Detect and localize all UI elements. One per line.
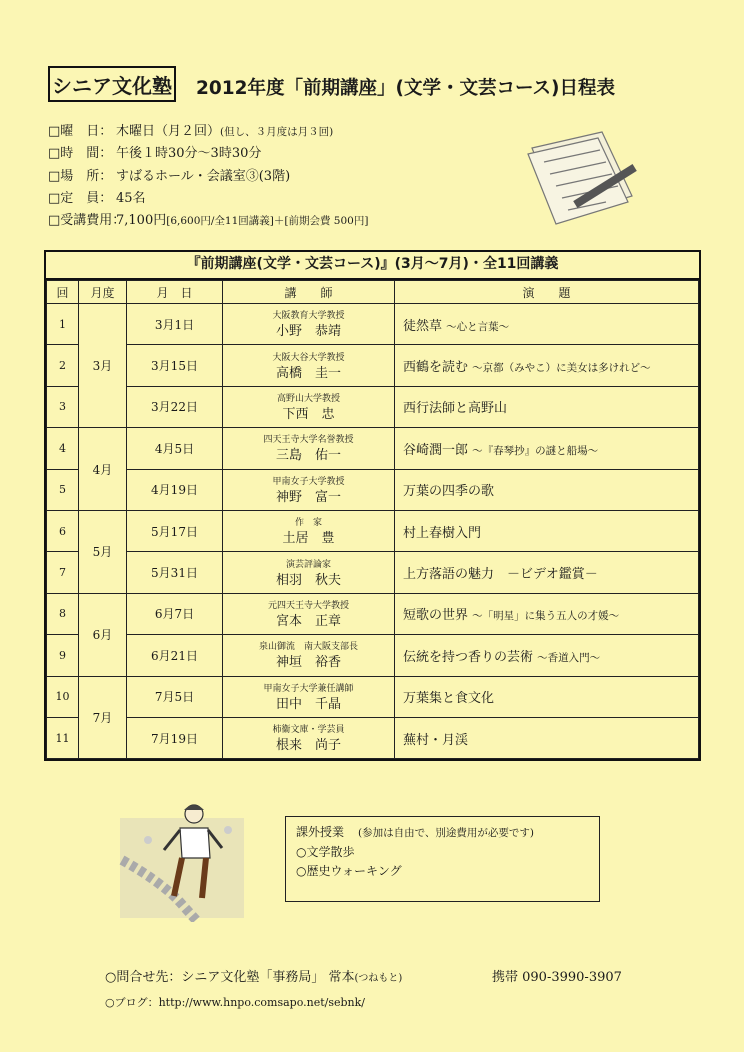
topic-cell <box>395 428 699 469</box>
lecturer-affiliation: 大阪教育大学教授 <box>272 311 345 322</box>
lecturer-cell <box>223 676 395 717</box>
lecture-date: 4月19日 <box>127 469 223 510</box>
lecturer-name: 神野 富一 <box>275 489 341 505</box>
lecturer-affiliation: 泉山御流 南大阪支部長 <box>258 642 358 653</box>
walking-person-illustration <box>118 800 246 922</box>
lecturer-affiliation: 柿衞文庫・学芸員 <box>272 725 345 736</box>
contact-reading: (つねもと) <box>354 973 403 984</box>
logo-text: シニア文化塾 <box>52 73 172 98</box>
topic-title: 蕪村・月渓 <box>403 732 469 748</box>
topic-cell <box>395 386 699 427</box>
lecturer-cell <box>223 428 395 469</box>
table-row <box>47 717 699 758</box>
topic-title: 万葉集と食文化 <box>403 691 495 707</box>
info-row <box>48 166 368 188</box>
lecturer-name: 三島 佑一 <box>275 448 341 464</box>
logo <box>48 66 176 102</box>
extra-item: ○歴史ウォーキング <box>296 864 402 878</box>
course-info <box>48 121 368 232</box>
lecturer-cell <box>223 717 395 758</box>
lecturer-cell <box>223 345 395 386</box>
month-cell: 7月 <box>79 676 127 759</box>
topic-cell <box>395 345 699 386</box>
table-row <box>47 386 699 427</box>
table-row <box>47 593 699 634</box>
info-value: 木曜日（月２回） <box>116 124 221 139</box>
lecturer-name: 小野 恭靖 <box>275 324 341 340</box>
lecturer-name: 根来 尚子 <box>275 738 341 754</box>
info-value: 7,100円 <box>116 213 167 229</box>
info-label: □曜 日： <box>48 124 113 139</box>
blog-link[interactable]: ○ブログ：http://www.hnpo.comsapo.net/sebnk/ <box>105 996 366 1009</box>
lecture-date: 6月21日 <box>127 635 223 676</box>
schedule-title: 『前期講座(文学・文芸コース)』(3月～7月)・全11回講義 <box>46 252 699 280</box>
lecturer-cell <box>223 469 395 510</box>
lecture-number: 4 <box>47 428 79 469</box>
topic-title: 徒然草 <box>403 318 443 334</box>
lecturer-name: 神垣 裕香 <box>275 655 341 671</box>
table-row <box>47 676 699 717</box>
table-row <box>47 510 699 551</box>
topic-cell <box>395 676 699 717</box>
lecture-number: 6 <box>47 510 79 551</box>
topic-title: 伝統を持つ香りの芸術 <box>403 649 534 665</box>
info-row <box>48 188 368 210</box>
topic-subtitle: ～『春琴抄』の謎と船場～ <box>472 444 599 457</box>
lecturer-affiliation: 甲南女子大学教授 <box>272 476 345 487</box>
topic-subtitle: ～心と言葉～ <box>446 320 510 333</box>
notepad-illustration <box>510 126 650 226</box>
lecture-number: 2 <box>47 345 79 386</box>
lecturer-affiliation: 高野山大学教授 <box>276 393 340 404</box>
info-label: □場 所： <box>48 168 113 184</box>
lecture-number: 7 <box>47 552 79 593</box>
lecture-date: 3月15日 <box>127 345 223 386</box>
lecture-number: 11 <box>47 717 79 758</box>
extra-note: (参加は自由で、別途費用が必要です) <box>358 827 534 839</box>
info-value: 45名 <box>116 190 146 206</box>
lecturer-cell <box>223 593 395 634</box>
topic-cell <box>395 304 699 345</box>
lecturer-cell <box>223 510 395 551</box>
month-cell: 5月 <box>79 510 127 593</box>
info-value: すばるホール・会議室③(3階) <box>116 168 291 184</box>
lecturer-name: 宮本 正章 <box>275 613 341 629</box>
topic-subtitle: ～「明星」に集う五人の才媛～ <box>472 610 620 623</box>
lecturer-cell <box>223 304 395 345</box>
topic-subtitle: ～京都（みやこ）に美女は多けれど～ <box>472 362 651 375</box>
lecturer-name: 田中 千晶 <box>275 696 341 712</box>
info-note: [6,600円/全11回講義]＋[前期会費 500円] <box>166 215 369 228</box>
table-row <box>47 635 699 676</box>
topic-cell <box>395 717 699 758</box>
lecturer-affiliation: 元四天王寺大学教授 <box>267 600 349 611</box>
lecture-number: 1 <box>47 304 79 345</box>
info-row <box>48 121 368 143</box>
lecturer-affiliation: 大阪大谷大学教授 <box>272 352 345 363</box>
info-row <box>48 210 368 232</box>
topic-title: 短歌の世界 <box>403 608 469 624</box>
lecture-number: 8 <box>47 593 79 634</box>
header-month: 月度 <box>79 281 127 304</box>
month-cell: 3月 <box>79 304 127 428</box>
topic-cell <box>395 552 699 593</box>
table-row <box>47 552 699 593</box>
lecturer-cell <box>223 635 395 676</box>
page-title: 2012年度「前期講座」(文学・文芸コース)日程表 <box>196 78 615 99</box>
lecture-number: 5 <box>47 469 79 510</box>
info-value: 午後１時30分～3時30分 <box>116 146 262 162</box>
header-topic: 演 題 <box>395 281 699 304</box>
table-row <box>47 469 699 510</box>
month-cell: 4月 <box>79 428 127 511</box>
header-lecturer: 講 師 <box>223 281 395 304</box>
topic-title: 谷崎潤一郎 <box>403 442 469 458</box>
lecture-date: 6月7日 <box>127 593 223 634</box>
lecturer-name: 高橋 圭一 <box>275 365 341 381</box>
info-label: □定 員： <box>48 190 113 206</box>
lecture-date: 7月19日 <box>127 717 223 758</box>
extra-heading: 課外授業 <box>296 825 345 839</box>
lecturer-affiliation: 演芸評論家 <box>285 559 331 570</box>
month-cell: 6月 <box>79 593 127 676</box>
lecture-date: 5月17日 <box>127 510 223 551</box>
header-date: 月 日 <box>127 281 223 304</box>
lecture-date: 5月31日 <box>127 552 223 593</box>
lecture-date: 3月22日 <box>127 386 223 427</box>
extracurricular-box <box>285 816 600 902</box>
topic-cell <box>395 635 699 676</box>
table-row <box>47 304 699 345</box>
topic-title: 上方落語の魅力 －ビデオ鑑賞－ <box>403 567 598 583</box>
lecture-date: 3月1日 <box>127 304 223 345</box>
contact-label: ○問合せ先：シニア文化塾「事務局」 常本 <box>105 970 355 985</box>
lecturer-name: 相羽 秋夫 <box>275 572 341 588</box>
topic-title: 西鶴を読む <box>403 360 469 376</box>
lecturer-affiliation: 甲南女子大学兼任講師 <box>263 683 354 694</box>
table-header <box>47 281 699 304</box>
lecture-number: 10 <box>47 676 79 717</box>
info-row <box>48 143 368 165</box>
topic-subtitle: ～香道入門～ <box>537 651 601 664</box>
topic-title: 西行法師と高野山 <box>403 401 508 417</box>
info-label: □時 間： <box>48 146 113 162</box>
contact-phone: 携帯 090-3990-3907 <box>492 970 622 985</box>
lecture-number: 9 <box>47 635 79 676</box>
topic-cell <box>395 510 699 551</box>
topic-cell <box>395 593 699 634</box>
info-note: (但し、３月度は月３回) <box>220 126 334 138</box>
lecture-date: 4月5日 <box>127 428 223 469</box>
lecturer-affiliation: 作 家 <box>294 518 322 529</box>
schedule-table <box>44 250 701 761</box>
lecturer-cell <box>223 552 395 593</box>
topic-cell <box>395 469 699 510</box>
topic-title: 万葉の四季の歌 <box>403 484 495 500</box>
lecturer-name: 土居 豊 <box>282 531 335 547</box>
table-row <box>47 428 699 469</box>
extra-item: ○文学散歩 <box>296 845 355 859</box>
lecturer-name: 下西 忠 <box>282 406 335 422</box>
table-row <box>47 345 699 386</box>
topic-title: 村上春樹入門 <box>403 525 482 541</box>
info-label: □受講費用： <box>48 213 126 229</box>
lecturer-cell <box>223 386 395 427</box>
contact-info <box>105 966 402 985</box>
lecturer-affiliation: 四天王寺大学名誉教授 <box>263 435 354 446</box>
header-no: 回 <box>47 281 79 304</box>
lecture-number: 3 <box>47 386 79 427</box>
lecture-date: 7月5日 <box>127 676 223 717</box>
